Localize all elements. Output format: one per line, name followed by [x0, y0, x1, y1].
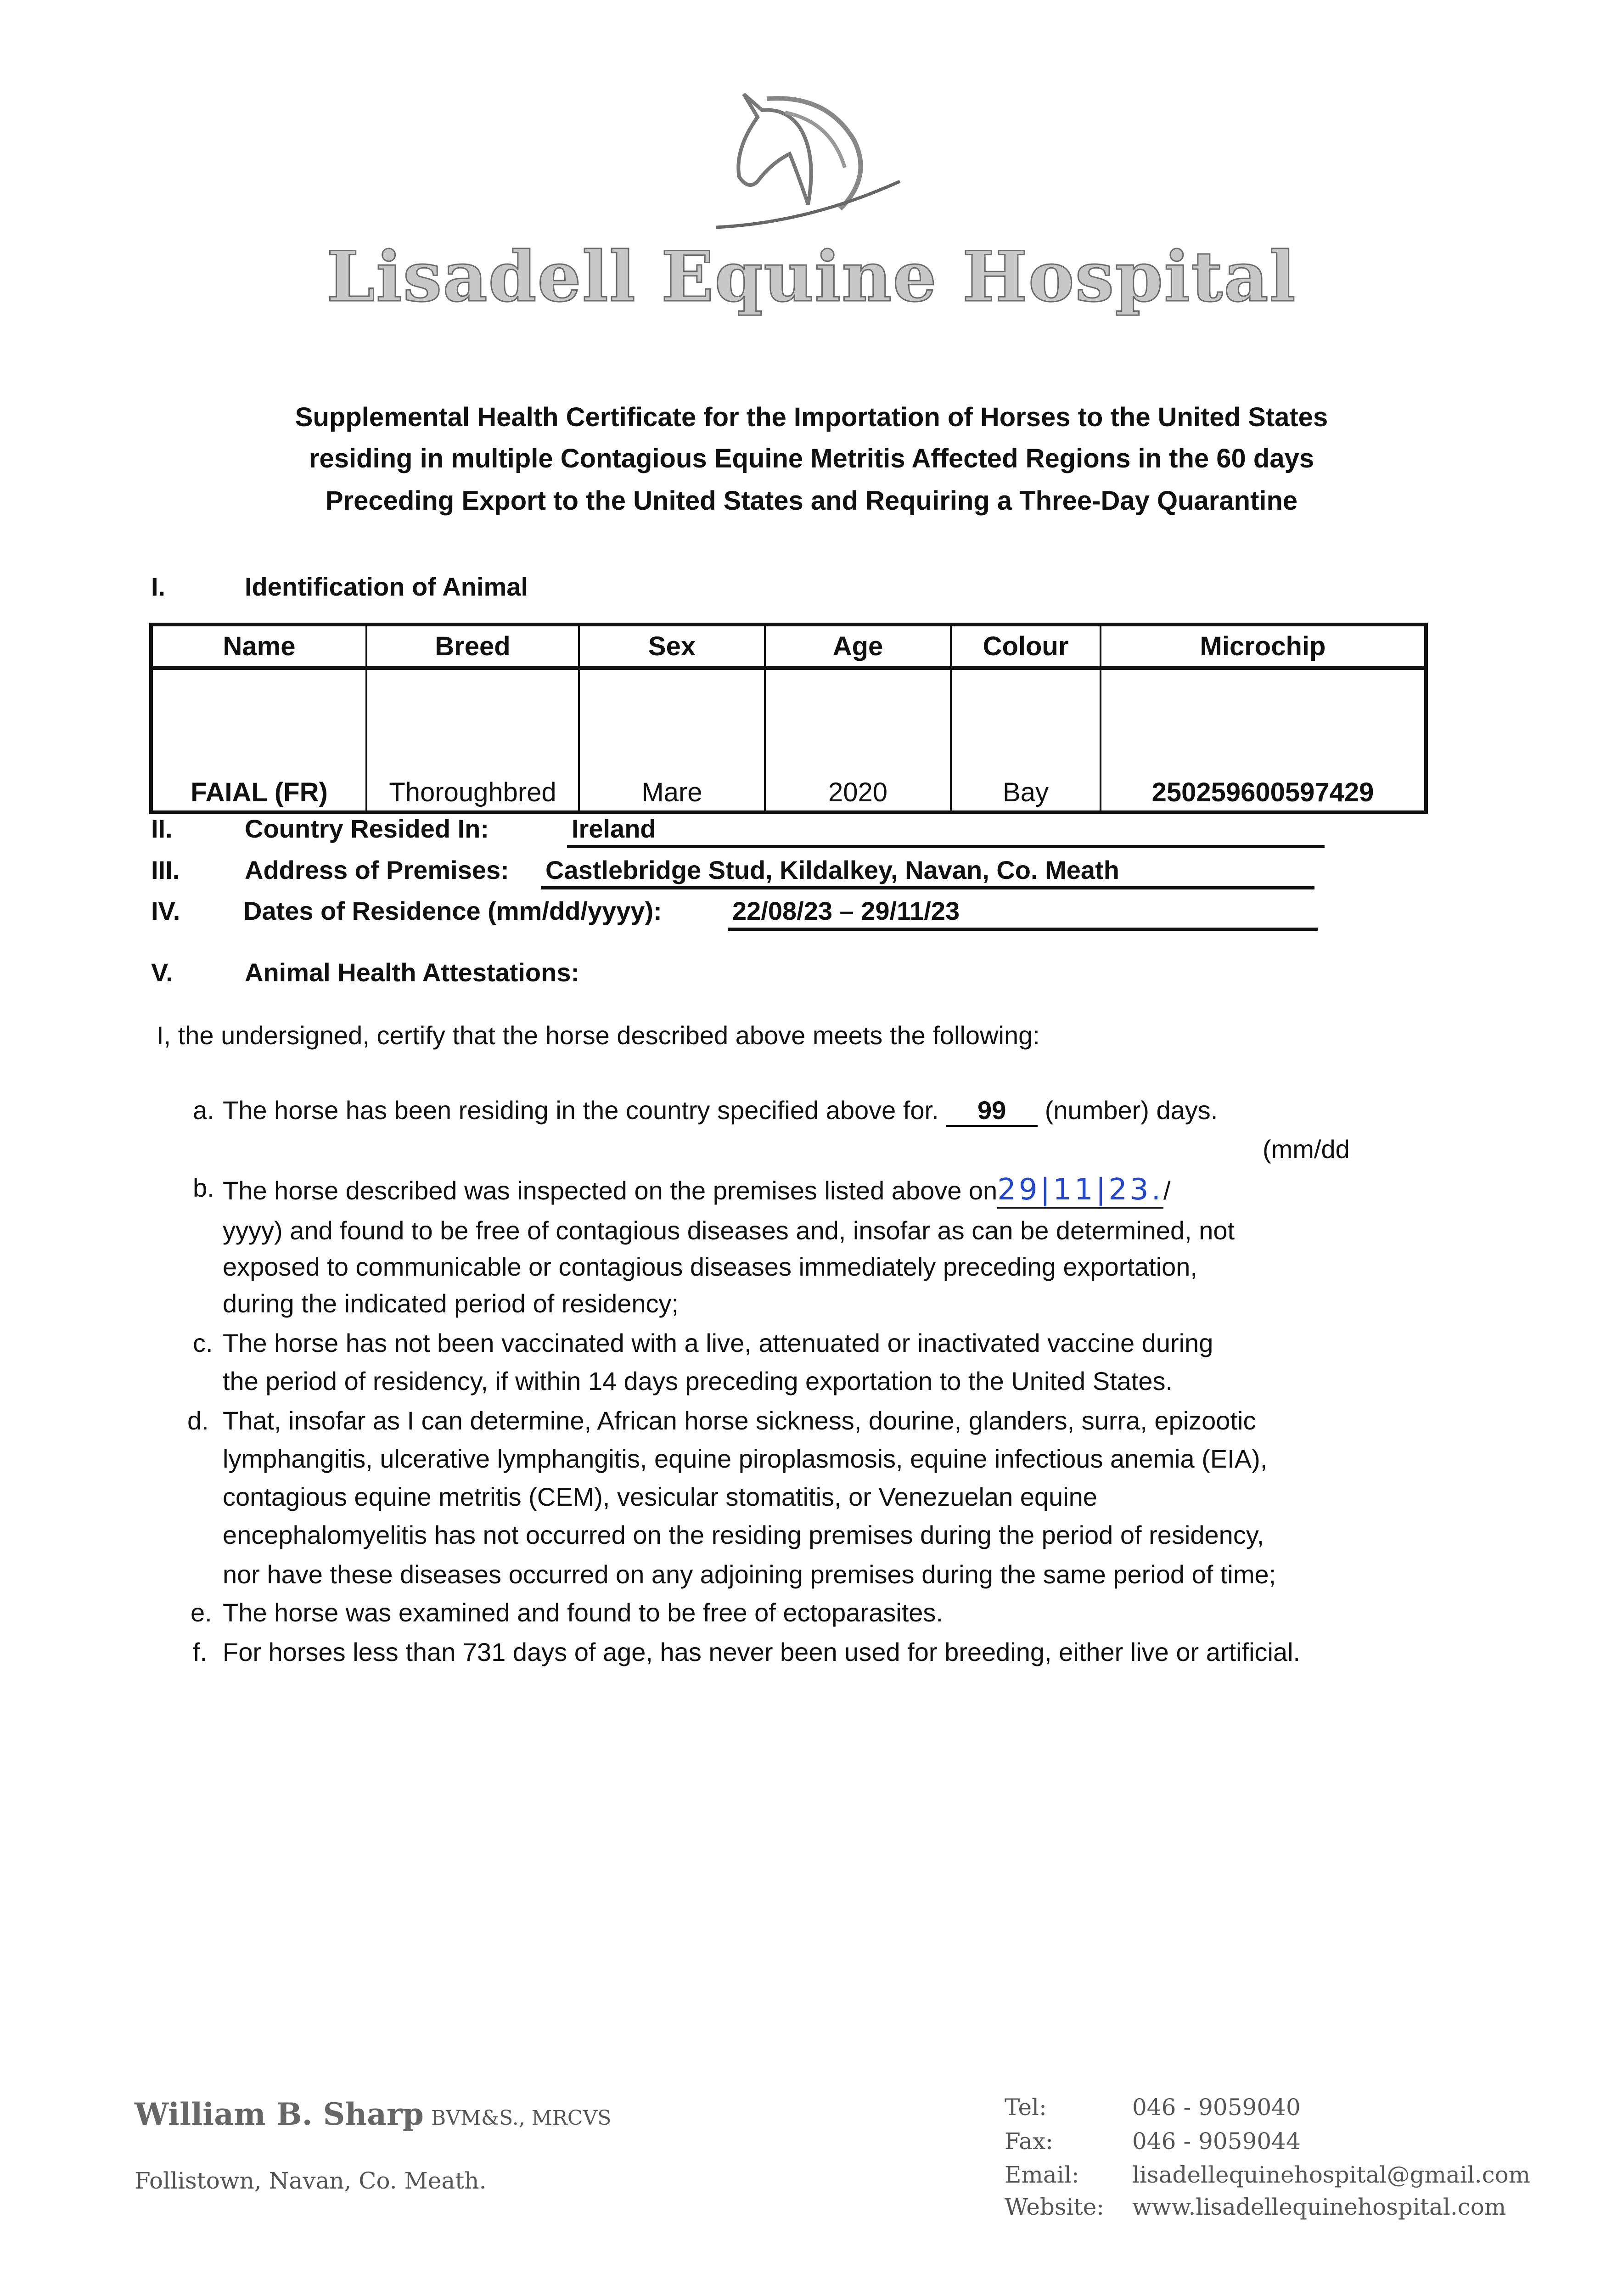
section-numeral: V. — [151, 958, 173, 987]
contact-label: Website: — [1005, 2194, 1105, 2220]
section-numeral: I. — [151, 572, 166, 601]
hospital-name-logo: Lisadell Equine Hospital — [326, 236, 1297, 317]
attestation-f-line: For horses less than 731 days of age, has never been used for breeding, either live or artificial. — [223, 1638, 1301, 1666]
contact-fax: 046 - 9059044 — [1132, 2128, 1301, 2155]
cell-age: 2020 — [765, 668, 951, 813]
vet-name: William B. Sharp — [135, 2096, 424, 2132]
contact-label: Email: — [1005, 2161, 1079, 2188]
address-underline — [541, 886, 1314, 889]
attestation-b-line: during the indicated period of residency; — [223, 1289, 679, 1318]
vet-signature-block — [135, 2096, 611, 2132]
column-header: Name — [151, 625, 366, 668]
cell-colour: Bay — [951, 668, 1101, 813]
item-letter: c. — [193, 1328, 213, 1357]
contact-website[interactable]: www.lisadellequinehospital.com — [1132, 2194, 1506, 2220]
column-header: Sex — [579, 625, 765, 668]
contact-email[interactable]: lisadellequinehospital@gmail.com — [1132, 2161, 1531, 2188]
dates-label: Dates of Residence (mm/dd/yyyy): — [243, 896, 662, 925]
attestation-d-line: nor have these diseases occurred on any adjoining premises during the same period of time; — [223, 1560, 1276, 1589]
section-numeral: III. — [151, 855, 180, 884]
cell-breed: Thoroughbred — [366, 668, 579, 813]
section-numeral: IV. — [151, 896, 180, 925]
contact-label: Tel: — [1005, 2094, 1047, 2121]
horse-logo-icon — [707, 85, 918, 236]
certificate-title-line: residing in multiple Contagious Equine Metritis Affected Regions in the 60 days — [309, 444, 1314, 473]
country-label: Country Resided In: — [245, 814, 489, 843]
attestation-b — [223, 1173, 1171, 1209]
attestation-d-line: contagious equine metritis (CEM), vesicular stomatitis, or Venezuelan equine — [223, 1482, 1097, 1511]
country-value: Ireland — [572, 814, 656, 843]
attestation-b-text: The horse described was inspected on the premises listed above on — [223, 1176, 998, 1205]
item-letter: f. — [193, 1638, 208, 1666]
section-heading: Animal Health Attestations: — [245, 958, 580, 987]
date-format-hint: (mm/dd — [1263, 1135, 1350, 1164]
address-label: Address of Premises: — [245, 855, 509, 884]
attestation-e-line: The horse was examined and found to be free of ectoparasites. — [223, 1598, 943, 1627]
days-value: 99 — [946, 1095, 1038, 1127]
handwritten-inspection-date: 29|11|23. — [997, 1173, 1163, 1209]
item-letter: d. — [187, 1406, 209, 1435]
item-letter: e. — [191, 1598, 212, 1627]
column-header: Age — [765, 625, 951, 668]
certificate-title-line: Preceding Export to the United States and Requiring a Three-Day Quarantine — [325, 486, 1298, 516]
section-heading: Identification of Animal — [245, 572, 528, 601]
attestation-d-line: lymphangitis, ulcerative lymphangitis, equine piroplasmosis, equine infectious anemia (EIA), — [223, 1444, 1268, 1473]
vet-address: Follistown, Navan, Co. Meath. — [135, 2167, 487, 2194]
attestation-b-line: exposed to communicable or contagious diseases immediately preceding exportation, — [223, 1252, 1197, 1281]
section-numeral: II. — [151, 814, 173, 843]
attestation-c-line: the period of residency, if within 14 days preceding exportation to the United States. — [223, 1367, 1173, 1396]
attestation-d-line: encephalomyelitis has not occurred on the residing premises during the period of residency, — [223, 1520, 1264, 1549]
cell-name: FAIAL (FR) — [151, 668, 366, 813]
attestation-a — [223, 1095, 1218, 1127]
dates-underline — [728, 928, 1318, 931]
column-header: Microchip — [1101, 625, 1426, 668]
attestation-b-line: yyyy) and found to be free of contagious diseases and, insofar as can be determined, not — [223, 1216, 1235, 1245]
contact-tel: 046 - 9059040 — [1132, 2094, 1301, 2121]
column-header: Breed — [366, 625, 579, 668]
country-underline — [567, 845, 1325, 848]
vet-qualifications: BVM&S., MRCVS — [431, 2106, 612, 2130]
attestation-intro: I, the undersigned, certify that the horse described above meets the following: — [157, 1021, 1040, 1050]
contact-label: Fax: — [1005, 2128, 1054, 2155]
address-value: Castlebridge Stud, Kildalkey, Navan, Co. Meath — [545, 855, 1119, 884]
table-header-row — [151, 625, 1426, 668]
attestation-d-line: That, insofar as I can determine, African horse sickness, dourine, glanders, surra, epizootic — [223, 1406, 1256, 1435]
item-letter: a. — [193, 1096, 214, 1125]
dates-value: 22/08/23 – 29/11/23 — [732, 896, 960, 925]
certificate-title-line: Supplemental Health Certificate for the Importation of Horses to the United States — [295, 402, 1328, 432]
cell-sex: Mare — [579, 668, 765, 813]
column-header: Colour — [951, 625, 1101, 668]
animal-identification-table — [149, 623, 1428, 814]
attestation-a-suffix: (number) days. — [1045, 1096, 1218, 1125]
table-row — [151, 668, 1426, 813]
attestation-a-text: The horse has been residing in the country specified above for. — [223, 1096, 939, 1125]
cell-microchip: 250259600597429 — [1101, 668, 1426, 813]
item-letter: b. — [193, 1173, 214, 1202]
attestation-c-line: The horse has not been vaccinated with a live, attenuated or inactivated vaccine during — [223, 1328, 1213, 1357]
date-slash: / — [1163, 1176, 1171, 1205]
